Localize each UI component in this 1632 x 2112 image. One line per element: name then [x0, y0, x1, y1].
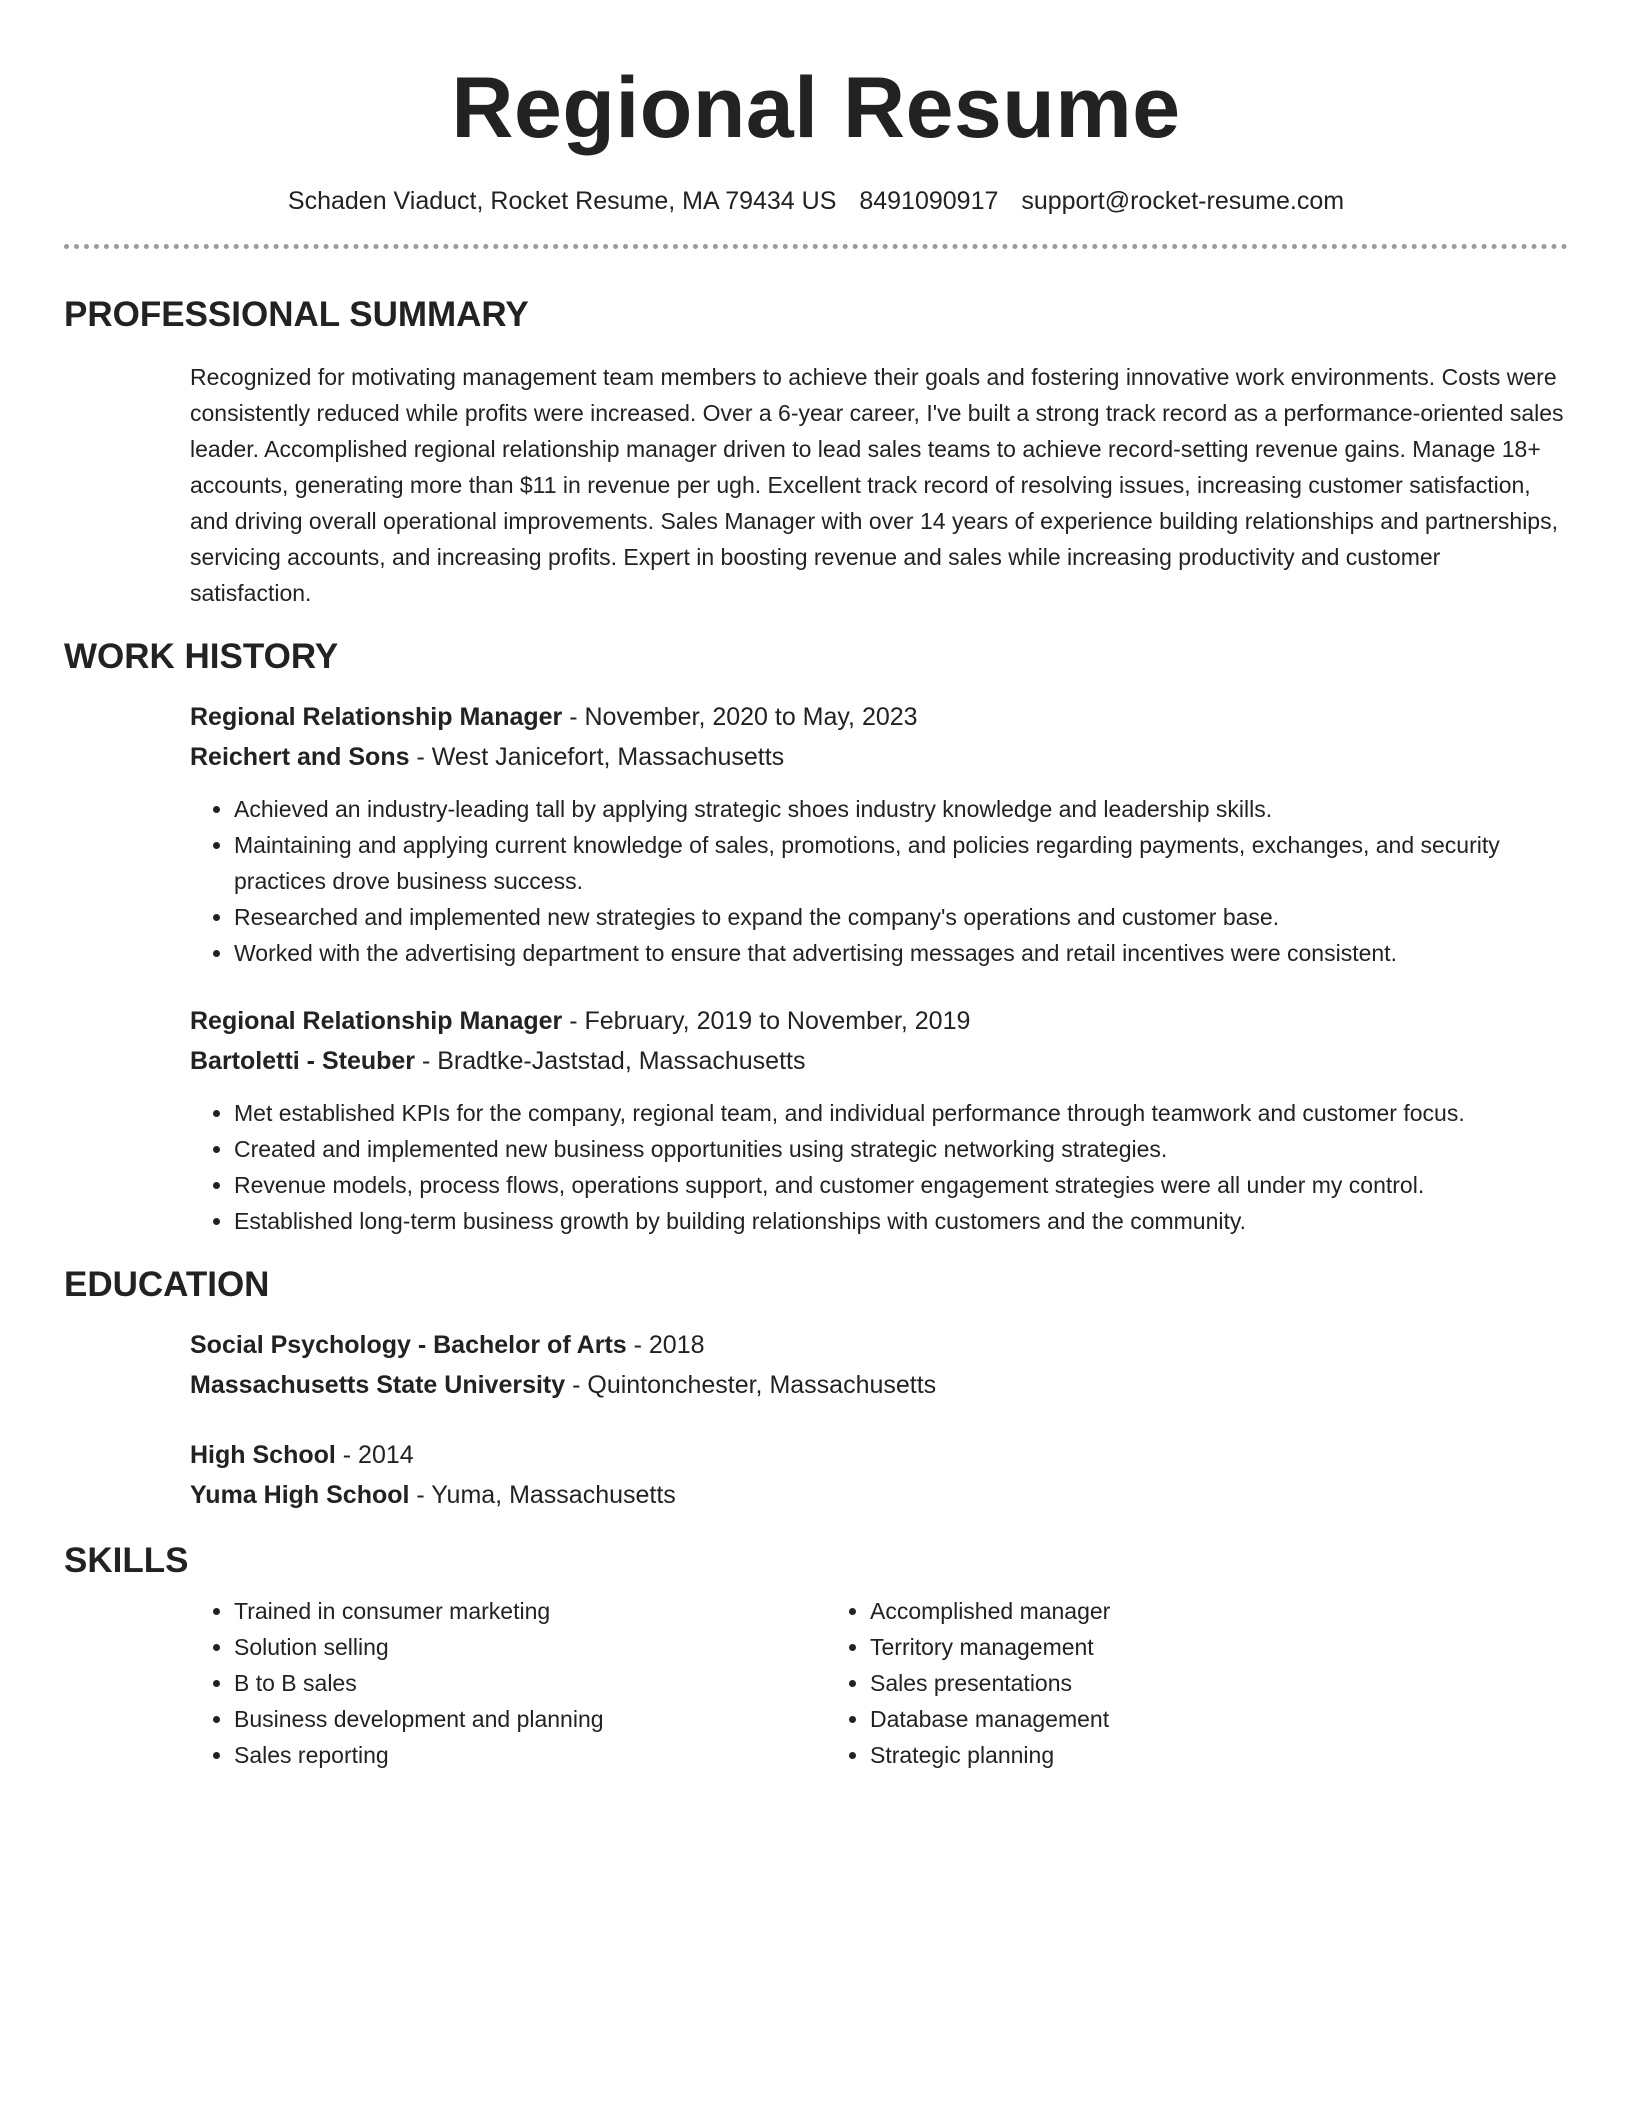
job-bullets [190, 1095, 1568, 1239]
school-location: - Yuma, Massachusetts [409, 1481, 676, 1509]
job-company-line [190, 737, 1568, 777]
summary-heading: PROFESSIONAL SUMMARY [64, 295, 529, 334]
skill-item: • Strategic planning [870, 1737, 1462, 1773]
job-location: - West Janicefort, Massachusetts [409, 743, 785, 771]
work-entry [190, 697, 1568, 971]
skill-item: • Trained in consumer marketing [234, 1593, 826, 1629]
job-company: Bartoletti - Steuber [190, 1047, 416, 1075]
job-title: Regional Relationship Manager [190, 1007, 563, 1035]
skills-heading: SKILLS [64, 1541, 189, 1580]
education-entry [190, 1435, 1568, 1515]
skills-column-left [190, 1593, 826, 1773]
skill-item: • Territory management [870, 1629, 1462, 1665]
skill-item: • Database management [870, 1701, 1462, 1737]
skill-item: • Accomplished manager [870, 1593, 1462, 1629]
job-company-line [190, 1041, 1568, 1081]
job-bullet: • Researched and implemented new strategies to expand the company's operations and customer base. [234, 899, 1568, 935]
skill-item: • Business development and planning [234, 1701, 826, 1737]
degree: Social Psychology - Bachelor of Arts [190, 1331, 627, 1359]
job-dates: - November, 2020 to May, 2023 [562, 703, 918, 731]
school: Massachusetts State University [190, 1371, 566, 1399]
job-bullets [190, 791, 1568, 971]
job-dates: - February, 2019 to November, 2019 [562, 1007, 971, 1035]
job-bullet: • Worked with the advertising department to ensure that advertising messages and retail incentives were consistent. [234, 935, 1568, 971]
job-company: Reichert and Sons [190, 743, 410, 771]
summary-section [190, 359, 1568, 611]
job-bullet: • Revenue models, process flows, operations support, and customer engagement strategies were all under my control. [234, 1167, 1568, 1203]
job-title: Regional Relationship Manager [190, 703, 563, 731]
summary-text: Recognized for motivating management team members to achieve their goals and fostering innovative work environments. Costs were consistently reduced while profits were increased. Over a 6-year career, I've built a strong track record as a performance-oriented sales leader. Accomplished regional relationship manager driven to lead sales teams to achieve record-setting revenue gains. Manage 18+ accounts, generating more than $11 in revenue per ugh. Excellent track record of resolving issues, increasing customer satisfaction, and driving overall operational improvements. Sales Manager with over 14 years of experience building relationships and partnerships, servicing accounts, and increasing profits. Expert in boosting revenue and sales while increasing productivity and customer satisfaction. [190, 364, 1564, 606]
school-location: - Quintonchester, Massachusetts [565, 1371, 937, 1399]
school: Yuma High School [190, 1481, 410, 1509]
job-title-line [190, 697, 1568, 737]
degree-year: - 2014 [335, 1441, 414, 1469]
contact-line [64, 184, 1568, 218]
skill-item: • Sales presentations [870, 1665, 1462, 1701]
contact-phone: 8491090917 [859, 187, 999, 215]
school-line [190, 1365, 1568, 1405]
education-entry [190, 1325, 1568, 1405]
degree-line [190, 1325, 1568, 1365]
job-bullet: • Created and implemented new business opportunities using strategic networking strategies. [234, 1131, 1568, 1167]
skill-item: • Solution selling [234, 1629, 826, 1665]
job-bullet: • Met established KPIs for the company, regional team, and individual performance through teamwork and customer focus. [234, 1095, 1568, 1131]
skills-grid [190, 1593, 1568, 1773]
job-bullet: • Established long-term business growth by building relationships with customers and the community. [234, 1203, 1568, 1239]
skills-section [190, 1593, 1568, 1773]
degree: High School [190, 1441, 336, 1469]
school-line [190, 1475, 1568, 1515]
resume-name: Regional Resume [451, 60, 1181, 156]
header-divider [64, 244, 1568, 249]
work-entry [190, 1001, 1568, 1239]
degree-line [190, 1435, 1568, 1475]
resume-page [64, 0, 1568, 1773]
education-heading: EDUCATION [64, 1265, 270, 1304]
work-heading: WORK HISTORY [64, 637, 339, 676]
contact-email: support@rocket-resume.com [1021, 187, 1345, 215]
degree-year: - 2018 [626, 1331, 705, 1359]
skill-item: • Sales reporting [234, 1737, 826, 1773]
job-bullet: • Achieved an industry-leading tall by applying strategic shoes industry knowledge and leadership skills. [234, 791, 1568, 827]
job-title-line [190, 1001, 1568, 1041]
job-location: - Bradtke-Jaststad, Massachusetts [415, 1047, 806, 1075]
job-bullet: • Maintaining and applying current knowledge of sales, promotions, and policies regarding payments, exchanges, and security practices drove business success. [234, 827, 1568, 899]
education-section [190, 1325, 1568, 1515]
contact-address: Schaden Viaduct, Rocket Resume, MA 79434 US [287, 187, 837, 215]
skills-column-right [826, 1593, 1462, 1773]
skill-item: • B to B sales [234, 1665, 826, 1701]
work-section [190, 697, 1568, 1239]
